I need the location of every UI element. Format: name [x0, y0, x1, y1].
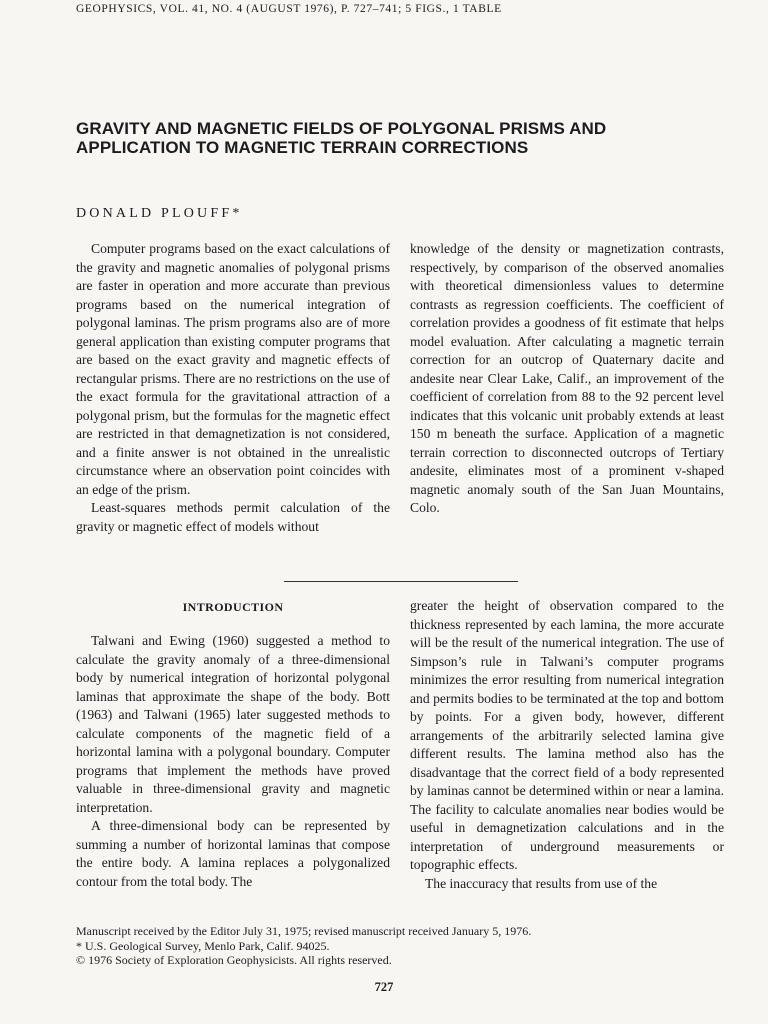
- abstract-paragraph: knowledge of the density or magnetization contrasts, respectively, by comparison of the observed anomalies with theoretical dimensionless values to determine contrasts as regression coefficients. The coefficient of correlation provides a goodness of fit estimate that helps model evaluation. After calculating a magnetic terrain correction for an outcrop of Quaternary dacite and andesite near Clear Lake, Calif., an improvement of the coefficient of correlation from 88 to the 92 percent level indicates that this volcanic unit probably extends at least 150 m beneath the surface. Application of a magnetic terrain correction to disconnected outcrops of Tertiary andesite, eliminates most of a prominent v-shaped magnetic anomaly south of the San Juan Mountains, Colo.: [410, 241, 724, 515]
- introduction-right-column: [410, 597, 724, 893]
- footnotes: [76, 924, 696, 968]
- abstract-paragraph: Computer programs based on the exact calculations of the gravity and magnetic anomalies of polygonal prisms are faster in operation and more accurate than previous programs based on the numerical integration of polygonal laminas. The prism programs also are of more general application than existing computer programs that are based on the exact gravity and magnetic effects of rectangular prisms. There are no restrictions on the use of the exact formula for the gravitational attraction of a polygonal prism, but the formulas for the magnetic effect are restricted in that demagnetization is not considered, and a finite answer is not obtained in the unrealistic circumstance where an observation point coincides with an edge of the prism.: [76, 241, 390, 497]
- body-paragraph: Talwani and Ewing (1960) suggested a method to calculate the gravity anomaly of a three-dimensional body by numerical integration of horizontal polygonal laminas that approximate the shape of the body. Bott (1963) and Talwani (1965) later suggested methods to calculate components of the magnetic field of a horizontal lamina with a polygonal boundary. Computer programs that implement the methods have proved valuable in three-dimensional gravity and magnetic interpretation.: [76, 633, 390, 815]
- manuscript-received-note: Manuscript received by the Editor July 31, 1975; revised manuscript received January 5, 1976.: [76, 924, 532, 938]
- abstract-paragraph: Least-squares methods permit calculation of the gravity or magnetic effect of models without: [76, 500, 390, 534]
- body-paragraph: greater the height of observation compared to the thickness represented by each lamina, the more accurate will be the result of the numerical integration. The use of Simpson’s rule in Talwani’s computer programs minimizes the error resulting from numerical integration and permits bodies to be terminated at the top and bottom by points. For a given body, however, different arrangements of the arbitrarily selected lamina give different results. The lamina method also has the disadvantage that the correct field of a body represented by laminas cannot be determined within or near a lamina. The facility to calculate anomalies near bodies would be useful in demagnetization calculations and in the interpretation of underground measurements or topographic effects.: [410, 598, 724, 872]
- article-title: GRAVITY AND MAGNETIC FIELDS OF POLYGONAL PRISMS AND APPLICATION TO MAGNETIC TERRAIN CORRECTIONS: [76, 119, 607, 157]
- copyright-note: © 1976 Society of Exploration Geophysicists. All rights reserved.: [76, 953, 392, 967]
- page-number: 727: [374, 980, 394, 994]
- author-name: DONALD PLOUFF*: [76, 206, 243, 221]
- body-paragraph: The inaccuracy that results from use of the: [425, 875, 658, 891]
- section-divider: [284, 581, 518, 582]
- journal-citation-header: GEOPHYSICS, VOL. 41, NO. 4 (AUGUST 1976), P. 727–741; 5 FIGS., 1 TABLE: [76, 3, 502, 15]
- introduction-heading: INTRODUCTION: [182, 600, 284, 614]
- abstract-left-column: [76, 240, 390, 536]
- body-paragraph: A three-dimensional body can be represented by summing a number of horizontal laminas that compose the entire body. A lamina replaces a polygonalized contour from the total body. The: [76, 818, 390, 889]
- abstract-right-column: [410, 240, 724, 518]
- introduction-left-column: [76, 632, 390, 891]
- author-affiliation-note: * U.S. Geological Survey, Menlo Park, Calif. 94025.: [76, 938, 330, 953]
